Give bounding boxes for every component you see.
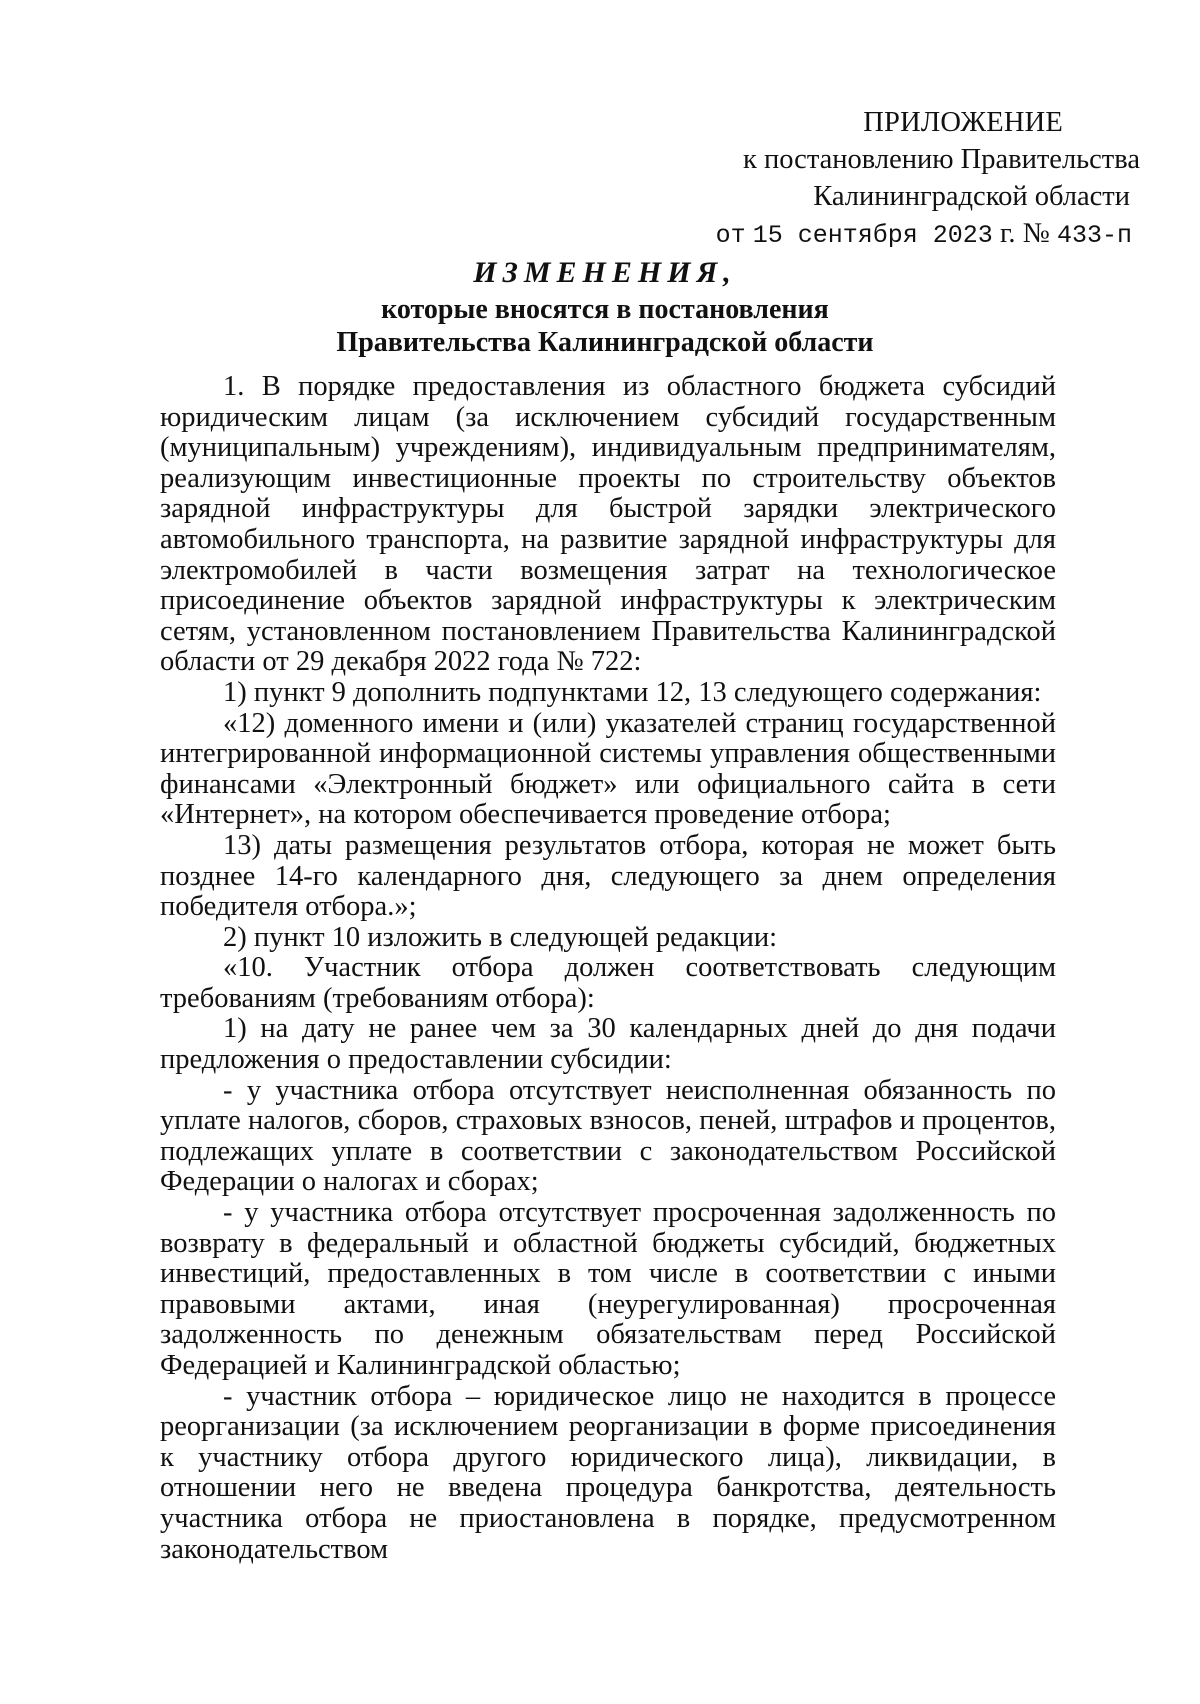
- document-heading: [160, 253, 1050, 359]
- document-body: [160, 372, 1056, 1565]
- paragraph: 1) на дату не ранее чем за 30 календарных дней до дня подачи предложения о предоставлении субсидии:: [160, 1013, 1056, 1076]
- appendix-date-line: [640, 215, 1140, 254]
- heading-title: ИЗМЕНЕНИЯ,: [473, 256, 737, 289]
- paragraph: - участник отбора – юридическое лицо не находится в процессе реорганизации (за исключением реорганизации в форме присоединения к участнику отбора другого юридического лица), ликвидации, в отношении него не введена процедура банкротства, деятельность участника отбора не приостановлена в порядке, предусмотренном законодательством: [160, 1380, 1056, 1565]
- paragraph: 13) даты размещения результатов отбора, которая не может быть позднее 14-го календарного дня, следующего за днем определения победителя отбора.»;: [160, 829, 1056, 923]
- paragraph: - у участника отбора отсутствует неисполненная обязанность по уплате налогов, сборов, страховых взносов, пеней, штрафов и процентов, подлежащих уплате в соответствии с законодательством Российской Федерации о налогах и сборах;: [160, 1074, 1056, 1198]
- heading-subtitle: которые вносятся в постановления: [381, 294, 829, 325]
- appendix-block: [640, 104, 1140, 254]
- paragraph: «10. Участник отбора должен соответствовать следующим требованиям (требованиям отбора):: [160, 952, 1056, 1014]
- paragraph: - у участника отбора отсутствует просроченная задолженность по возврату в федеральный и областной бюджеты субсидий, бюджетных инвестиций, предоставленных в том числе в соответствии с иными правовыми актами, иная (неурегулированная) просроченная задолженность по денежным обязательствам перед Российской Федерацией и Калининградской областью;: [160, 1197, 1056, 1381]
- resolution-date: 15 сентября 2023: [752, 221, 993, 250]
- appendix-region: Калининградской области: [813, 181, 1130, 212]
- paragraph: «12) доменного имени и (или) указателей страниц государственной интегрированной информационной системы управления общественными финансами «Электронный бюджет» или официального сайта в сети «Интернет», на котором обеспечивается проведение отбора;: [160, 707, 1056, 831]
- resolution-number: 433-п: [1056, 221, 1132, 250]
- paragraph: 1) пункт 9 дополнить подпунктами 12, 13 следующего содержания:: [223, 676, 1042, 708]
- date-prefix: от: [715, 221, 746, 250]
- year-suffix: г. №: [999, 218, 1050, 249]
- appendix-title: ПРИЛОЖЕНИЕ: [863, 107, 1063, 138]
- paragraph: 1. В порядке предоставления из областного бюджета субсидий юридическим лицам (за исключением субсидий государственным (муниципальным) учреждениям), индивидуальным предпринимателям, реализующим инвестиционные проекты по строительству объектов зарядной инфраструктуры для быстрой зарядки электрического автомобильного транспорта, на развитие зарядной инфраструктуры для электромобилей в части возмещения затрат на технологическое присоединение объектов зарядной инфраструктуры к электрическим сетям, установленном постановлением Правительства Калининградской области от 29 декабря 2022 года № 722:: [160, 371, 1056, 678]
- paragraph: 2) пункт 10 изложить в следующей редакции:: [223, 921, 778, 953]
- heading-subtitle-2: Правительства Калининградской области: [336, 327, 874, 358]
- appendix-to: к постановлению Правительства: [742, 144, 1140, 175]
